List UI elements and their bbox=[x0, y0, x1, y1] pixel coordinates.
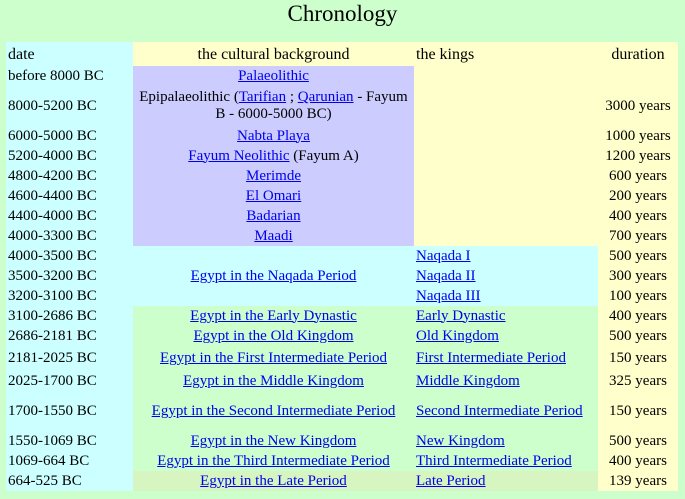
kings-link[interactable]: Second Intermediate Period bbox=[416, 402, 583, 419]
culture-link[interactable]: Egypt in the Old Kingdom bbox=[193, 327, 354, 344]
header-duration: duration bbox=[598, 42, 678, 66]
culture-link-qarunian[interactable]: Qarunian bbox=[297, 89, 354, 105]
table-row bbox=[6, 326, 678, 346]
culture-link-tarifian[interactable]: Tarifian bbox=[238, 89, 287, 105]
duration-cell: 100 years bbox=[598, 286, 678, 306]
culture-link[interactable]: Badarian bbox=[246, 207, 301, 224]
culture-cell bbox=[133, 431, 414, 451]
culture-link[interactable]: Egypt in the Late Period bbox=[200, 472, 347, 489]
kings-link[interactable]: New Kingdom bbox=[416, 432, 505, 449]
culture-cell bbox=[133, 146, 414, 166]
kings-cell bbox=[414, 391, 598, 431]
culture-link[interactable]: Fayum Neolithic bbox=[188, 147, 290, 164]
culture-cell bbox=[133, 371, 414, 391]
duration-cell: 150 years bbox=[598, 346, 678, 371]
date-cell: 8000-5200 BC bbox=[6, 86, 133, 126]
kings-link[interactable]: Late Period bbox=[416, 472, 486, 489]
culture-cell bbox=[133, 186, 414, 206]
culture-link[interactable]: Maadi bbox=[254, 227, 293, 244]
duration-cell: 325 years bbox=[598, 371, 678, 391]
kings-link[interactable]: Third Intermediate Period bbox=[416, 452, 572, 469]
culture-text: Epipalaeolithic ( bbox=[139, 89, 239, 105]
kings-cell bbox=[414, 346, 598, 371]
duration-cell: 700 years bbox=[598, 226, 678, 246]
kings-cell-empty bbox=[414, 66, 598, 246]
kings-cell bbox=[414, 326, 598, 346]
culture-separator: ; bbox=[286, 89, 298, 105]
culture-link[interactable]: Egypt in the Middle Kingdom bbox=[183, 372, 364, 389]
kings-cell bbox=[414, 266, 598, 286]
culture-cell bbox=[133, 246, 414, 306]
culture-cell bbox=[133, 346, 414, 371]
table-row bbox=[6, 346, 678, 371]
kings-cell bbox=[414, 371, 598, 391]
kings-link[interactable]: Naqada I bbox=[416, 247, 471, 264]
kings-cell bbox=[414, 451, 598, 471]
date-cell: 4600-4400 BC bbox=[6, 186, 133, 206]
page-title: Chronology bbox=[287, 1, 398, 26]
date-cell: 1069-664 BC bbox=[6, 451, 133, 471]
date-cell: 3500-3200 BC bbox=[6, 266, 133, 286]
kings-link[interactable]: Naqada III bbox=[416, 287, 481, 304]
header-date: date bbox=[6, 42, 133, 66]
duration-cell: 200 years bbox=[598, 186, 678, 206]
date-cell: 3200-3100 BC bbox=[6, 286, 133, 306]
date-cell: 2025-1700 BC bbox=[6, 371, 133, 391]
date-cell: 4000-3300 BC bbox=[6, 226, 133, 246]
header-kings: the kings bbox=[414, 42, 598, 66]
duration-cell: 300 years bbox=[598, 266, 678, 286]
culture-cell bbox=[133, 86, 414, 126]
culture-link[interactable]: El Omari bbox=[245, 187, 302, 204]
date-cell: 664-525 BC bbox=[6, 471, 133, 491]
duration-cell bbox=[598, 66, 678, 86]
culture-cell bbox=[133, 326, 414, 346]
culture-link[interactable]: Egypt in the Early Dynastic bbox=[190, 307, 357, 324]
table-row bbox=[6, 471, 678, 491]
table-row bbox=[6, 391, 678, 431]
kings-cell bbox=[414, 306, 598, 326]
culture-text: - Fayum B - 6000-5000 BC) bbox=[215, 89, 408, 122]
table-row bbox=[6, 451, 678, 471]
culture-suffix: (Fayum A) bbox=[289, 147, 359, 164]
duration-cell: 600 years bbox=[598, 166, 678, 186]
table-row bbox=[6, 306, 678, 326]
table-row bbox=[6, 246, 678, 266]
duration-cell: 500 years bbox=[598, 246, 678, 266]
kings-cell bbox=[414, 286, 598, 306]
header-culture: the cultural background bbox=[133, 42, 414, 66]
date-cell: 4000-3500 BC bbox=[6, 246, 133, 266]
date-cell: 2686-2181 BC bbox=[6, 326, 133, 346]
culture-cell bbox=[133, 471, 414, 491]
culture-cell bbox=[133, 166, 414, 186]
date-cell: 1550-1069 BC bbox=[6, 431, 133, 451]
culture-link[interactable]: Egypt in the Third Intermediate Period bbox=[157, 452, 390, 469]
date-cell: 1700-1550 BC bbox=[6, 391, 133, 431]
culture-cell bbox=[133, 226, 414, 246]
chronology-table bbox=[6, 42, 678, 491]
duration-cell: 400 years bbox=[598, 206, 678, 226]
culture-link[interactable]: Egypt in the Naqada Period bbox=[190, 267, 357, 284]
kings-link[interactable]: Naqada II bbox=[416, 267, 476, 284]
kings-link[interactable]: Middle Kingdom bbox=[416, 372, 520, 389]
kings-cell bbox=[414, 431, 598, 451]
date-cell: before 8000 BC bbox=[6, 66, 133, 86]
duration-cell: 400 years bbox=[598, 306, 678, 326]
date-cell: 6000-5000 BC bbox=[6, 126, 133, 146]
date-cell: 4400-4000 BC bbox=[6, 206, 133, 226]
culture-link[interactable]: Palaeolithic bbox=[238, 67, 309, 84]
date-cell: 4800-4200 BC bbox=[6, 166, 133, 186]
culture-cell bbox=[133, 451, 414, 471]
kings-link[interactable]: First Intermediate Period bbox=[416, 350, 566, 366]
culture-cell bbox=[133, 66, 414, 86]
duration-cell: 1200 years bbox=[598, 146, 678, 166]
duration-cell: 150 years bbox=[598, 391, 678, 431]
culture-cell bbox=[133, 391, 414, 431]
culture-link[interactable]: Egypt in the New Kingdom bbox=[190, 432, 357, 449]
culture-link[interactable]: Merimde bbox=[246, 167, 301, 184]
kings-link[interactable]: Old Kingdom bbox=[416, 327, 499, 344]
duration-cell: 500 years bbox=[598, 326, 678, 346]
duration-cell: 400 years bbox=[598, 451, 678, 471]
duration-cell: 139 years bbox=[598, 471, 678, 491]
header-row bbox=[6, 42, 678, 66]
kings-link[interactable]: Early Dynastic bbox=[416, 307, 506, 324]
duration-cell: 1000 years bbox=[598, 126, 678, 146]
culture-cell bbox=[133, 126, 414, 146]
date-cell: 5200-4000 BC bbox=[6, 146, 133, 166]
duration-cell: 500 years bbox=[598, 431, 678, 451]
table-row bbox=[6, 66, 678, 86]
culture-cell bbox=[133, 306, 414, 326]
kings-cell bbox=[414, 471, 598, 491]
culture-link[interactable]: Nabta Playa bbox=[237, 127, 310, 144]
culture-link[interactable]: Egypt in the First Intermediate Period bbox=[159, 350, 388, 366]
date-cell: 3100-2686 BC bbox=[6, 306, 133, 326]
table-row bbox=[6, 371, 678, 391]
culture-link[interactable]: Egypt in the Second Intermediate Period bbox=[151, 402, 396, 419]
duration-cell: 3000 years bbox=[598, 86, 678, 126]
date-cell: 2181-2025 BC bbox=[6, 346, 133, 371]
culture-cell bbox=[133, 206, 414, 226]
table-row bbox=[6, 431, 678, 451]
kings-cell bbox=[414, 246, 598, 266]
